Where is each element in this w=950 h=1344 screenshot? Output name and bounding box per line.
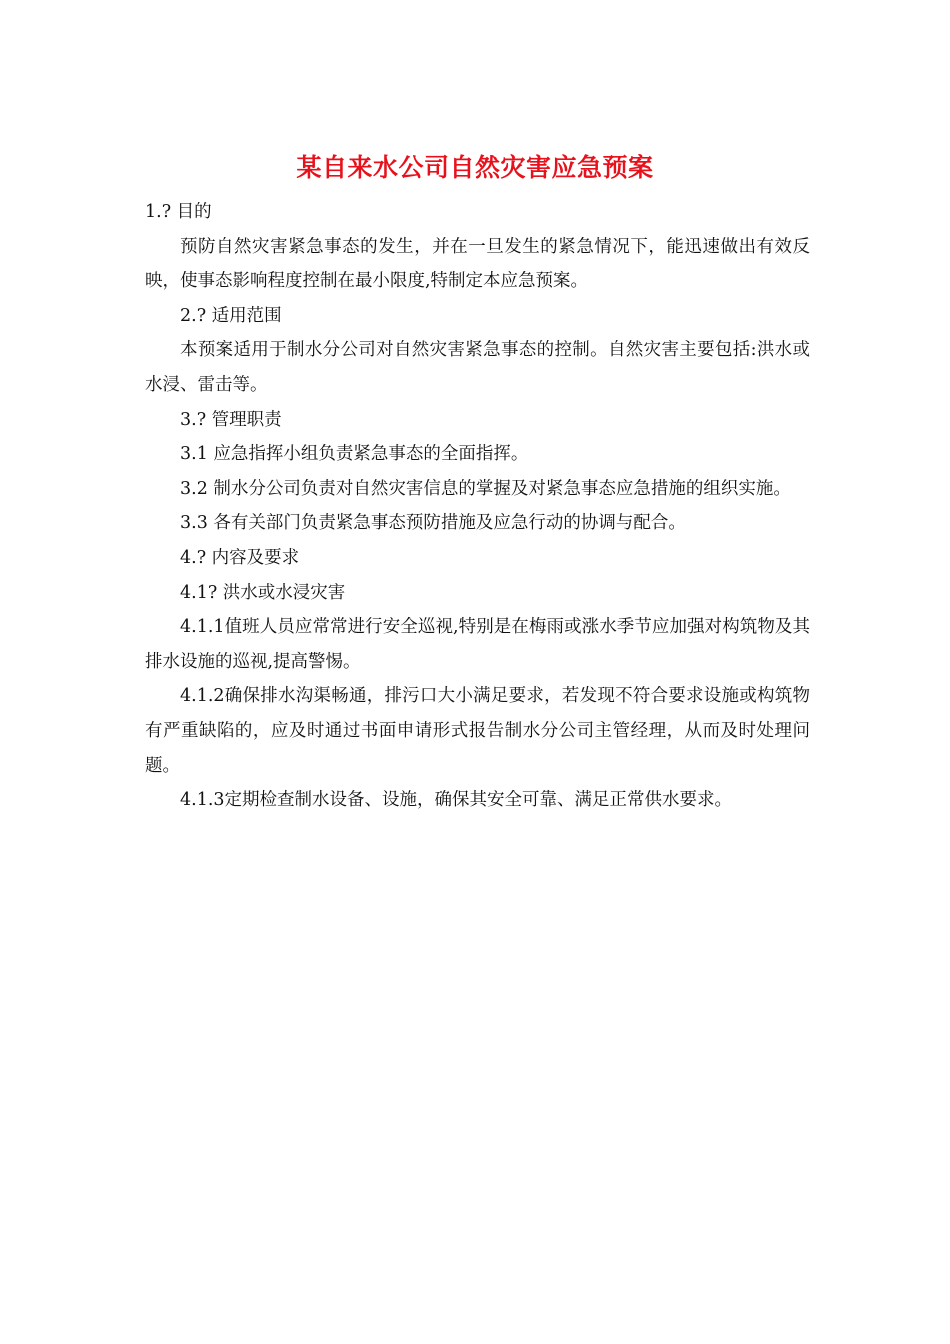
paragraph-flood-4-1-3: 4.1.3定期检查制水设备、设施，确保其安全可靠、满足正常供水要求。	[180, 790, 733, 811]
paragraph-scope: 本预案适用于制水分公司对自然灾害紧急事态的控制。自然灾害主要包括:洪水或水浸、雷击等。	[145, 340, 810, 395]
section-heading-scope: 2.? 适用范围	[180, 305, 282, 326]
section-heading-purpose: 1.? 目的	[145, 202, 212, 222]
paragraph-flood-4-1-2: 4.1.2确保排水沟渠畅通，排污口大小满足要求，若发现不符合要求设施或构筑物有严重缺陷的，应及时通过书面申请形式报告制水分公司主管经理，从而及时处理问题。	[145, 686, 810, 776]
subsection-heading-flood: 4.1? 洪水或水浸灾害	[180, 582, 346, 603]
document-title: 某自来水公司自然灾害应急预案	[296, 153, 654, 182]
paragraph-responsibility-3-2: 3.2 制水分公司负责对自然灾害信息的掌握及对紧急事态应急措施的组织实施。	[180, 478, 791, 499]
paragraph-flood-4-1-1: 4.1.1值班人员应常常进行安全巡视,特别是在梅雨或涨水季节应加强对构筑物及其排水设施的巡视,提高警惕。	[145, 617, 810, 672]
paragraph-purpose: 预防自然灾害紧急事态的发生，并在一旦发生的紧急情况下，能迅速做出有效反映，使事态影响程度控制在最小限度,特制定本应急预案。	[145, 236, 810, 292]
section-heading-content: 4.? 内容及要求	[180, 547, 300, 568]
section-heading-responsibilities: 3.? 管理职责	[180, 409, 282, 430]
paragraph-responsibility-3-1: 3.1 应急指挥小组负责紧急事态的全面指挥。	[180, 444, 529, 465]
paragraph-responsibility-3-3: 3.3 各有关部门负责紧急事态预防措施及应急行动的协调与配合。	[180, 513, 686, 534]
document-body	[145, 195, 810, 818]
